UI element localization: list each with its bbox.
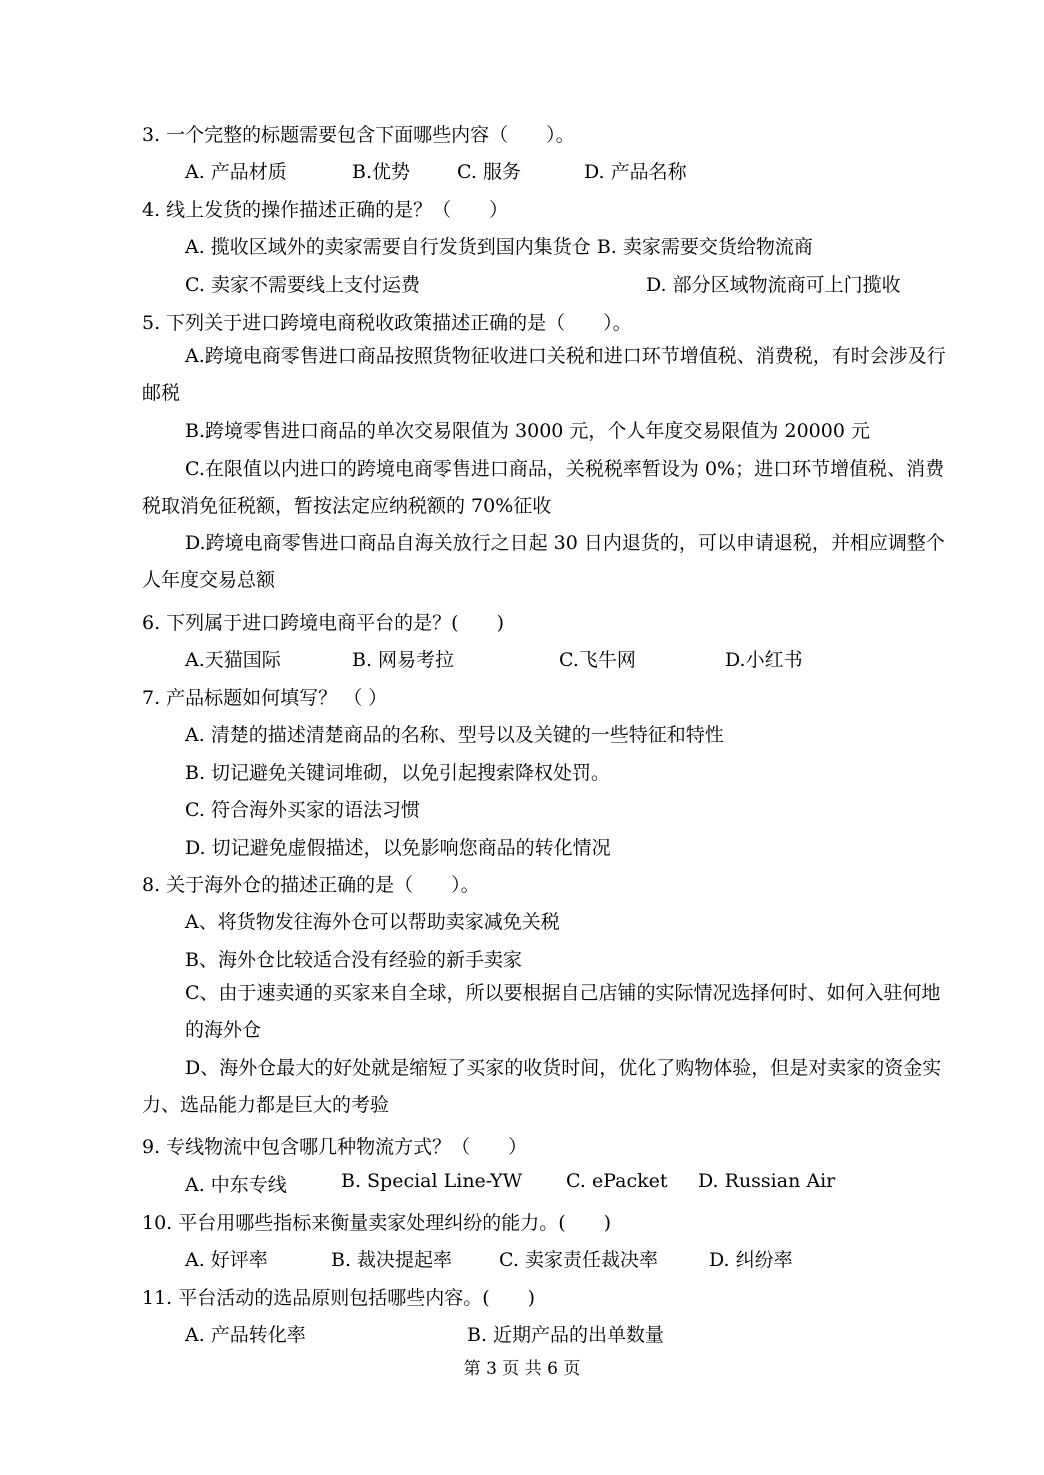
question-4-stem: 4. 线上发货的操作描述正确的是？（ ） [142,199,509,221]
question-8-option-d: D、海外仓最大的好处就是缩短了买家的收货时间，优化了购物体验，但是对卖家的资金实力、选品能力都是巨大的考验 [142,1057,942,1116]
question-7-stem: 7. 产品标题如何填写？ （ ） [142,687,388,709]
question-8-option-a: A、将货物发往海外仓可以帮助卖家减免关税 [185,911,560,933]
question-6-option-a: A.天猫国际 [185,649,281,671]
page-number-footer: 第 3 页 共 6 页 [463,1359,581,1379]
question-6-option-d: D.小红书 [725,649,803,671]
question-9-stem: 9. 专线物流中包含哪几种物流方式？（ ） [142,1136,528,1158]
question-3-stem: 3. 一个完整的标题需要包含下面哪些内容（ ）。 [142,124,575,146]
question-8-option-b: B、海外仓比较适合没有经验的新手卖家 [185,949,522,971]
question-3-option-b: B.优势 [352,161,411,183]
question-6-stem: 6. 下列属于进口跨境电商平台的是？( ) [142,612,504,634]
question-10-option-a: A. 好评率 [185,1249,268,1271]
question-4-option-c: C. 卖家不需要线上支付运费 [185,274,420,296]
question-5-stem: 5. 下列关于进口跨境电商税收政策描述正确的是（ ）。 [142,312,632,334]
question-7-option-d: D. 切记避免虚假描述，以免影响您商品的转化情况 [185,837,611,859]
question-3-option-d: D. 产品名称 [584,161,687,183]
question-8-option-c: C、由于速卖通的买家来自全球，所以要根据自己店铺的实际情况选择何时、如何入驻何地的海外仓 [185,982,941,1041]
question-9-option-a: A. 中东专线 [185,1174,287,1196]
question-4-option-ab: A. 揽收区域外的卖家需要自行发货到国内集货仓 B. 卖家需要交货给物流商 [185,236,813,258]
question-9-option-b: B. Special Line-YW [341,1170,523,1192]
question-11-stem: 11. 平台活动的选品原则包括哪些内容。( ) [142,1287,536,1309]
question-3-option-a: A. 产品材质 [185,161,287,183]
question-4-option-d: D. 部分区域物流商可上门揽收 [646,274,901,296]
question-7-option-b: B. 切记避免关键词堆砌，以免引起搜索降权处罚。 [185,762,611,784]
question-5-option-a: A.跨境电商零售进口商品按照货物征收进口关税和进口环节增值税、消费税，有时会涉及行邮税 [142,345,946,404]
question-10-option-d: D. 纠纷率 [709,1249,793,1271]
question-7-option-a: A. 清楚的描述清楚商品的名称、型号以及关键的一些特征和特性 [185,724,724,746]
question-7-option-c: C. 符合海外买家的语法习惯 [185,799,420,821]
question-5-option-d: D.跨境电商零售进口商品自海关放行之日起 30 日内退货的，可以申请退税，并相应调整个人年度交易总额 [142,532,945,591]
question-11-option-a: A. 产品转化率 [185,1324,306,1346]
question-10-option-c: C. 卖家责任裁决率 [499,1249,658,1271]
question-8-stem: 8. 关于海外仓的描述正确的是（ ）。 [142,874,480,896]
question-11-option-b: B. 近期产品的出单数量 [467,1324,665,1346]
question-5-option-c: C.在限值以内进口的跨境电商零售进口商品，关税税率暂设为 0%；进口环节增值税、消费税取消免征税额，暂按法定应纳税额的 70%征收 [142,458,945,517]
question-3-option-c: C. 服务 [457,161,521,183]
question-10-stem: 10. 平台用哪些指标来衡量卖家处理纠纷的能力。( ) [142,1212,612,1234]
question-6-option-b: B. 网易考拉 [352,649,455,671]
question-10-option-b: B. 裁决提起率 [331,1249,453,1271]
question-9-option-c: C. ePacket [566,1170,668,1192]
question-6-option-c: C.飞牛网 [559,649,636,671]
question-9-option-d: D. Russian Air [698,1170,836,1192]
question-5-option-b: B.跨境零售进口商品的单次交易限值为 3000 元，个人年度交易限值为 20000 元 [185,420,870,442]
